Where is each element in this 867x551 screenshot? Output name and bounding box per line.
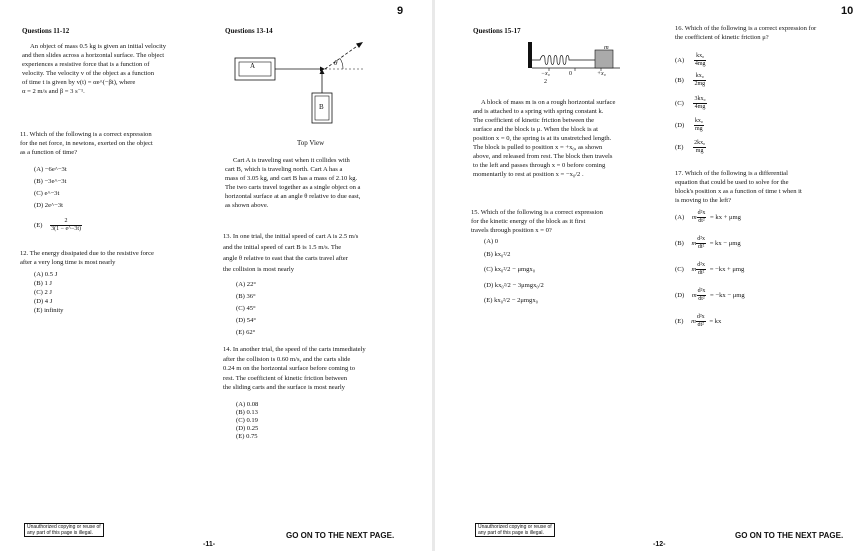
q17-b-deriv xyxy=(696,236,706,251)
q14-option-d[interactable]: (D) 0.25 xyxy=(236,425,259,432)
q17-d-label: (D) xyxy=(675,292,685,300)
q12-option-c[interactable]: (C) 2 J xyxy=(34,289,52,296)
copyright-notice: Unauthorized copying or reuse of any part of this page is illegal. xyxy=(475,523,555,537)
q15-option-c[interactable]: (C) kx₀²/2 − μmgx₀ xyxy=(484,266,536,273)
q14-option-e[interactable]: (E) 0.75 xyxy=(236,433,258,440)
q16-option-c[interactable] xyxy=(675,96,707,111)
q12-option-b[interactable]: (B) 1 J xyxy=(34,280,52,287)
q17-c-label: (C) xyxy=(675,266,684,274)
position-half-denominator: 2 xyxy=(544,79,547,85)
q16-b-den: 2mg xyxy=(694,81,706,87)
q17-c-m: m xyxy=(691,266,697,274)
q16-stem: 16. Which of the following is a correct expression for the coefficient of kinetic friction μ? xyxy=(675,25,817,41)
q17-option-b[interactable] xyxy=(675,236,741,251)
combined-arrowhead xyxy=(356,42,363,48)
q17-b-num: d²x xyxy=(697,236,706,242)
q12-stem: 12. The energy dissipated due to the resistive force after a very long time is most nearly xyxy=(20,250,154,266)
block xyxy=(595,50,613,68)
q16-option-d[interactable] xyxy=(675,118,704,133)
q15-option-d[interactable]: (D) kx₀²/2 − 3μmgx₀/2 xyxy=(484,282,544,289)
q16-e-label: (E) xyxy=(675,144,684,152)
go-on-notice: GO ON TO THE NEXT PAGE. xyxy=(735,531,844,540)
q17-e-label: (E) xyxy=(675,318,684,326)
q17-a-rhs: = kx + μmg xyxy=(710,214,741,222)
position-zero: 0 xyxy=(569,71,572,77)
page-number: 9 xyxy=(397,5,404,17)
q17-e-den: dt² xyxy=(697,322,704,328)
q16-a-num: kx₀ xyxy=(694,53,707,61)
q11-option-a[interactable]: (A) −6e^−3t xyxy=(34,166,67,173)
carts-diagram xyxy=(225,38,425,148)
q14-option-b[interactable]: (B) 0.13 xyxy=(236,409,258,416)
q16-b-num: kx₀ xyxy=(693,73,706,81)
q16-option-a[interactable] xyxy=(675,53,706,68)
mass-label: m xyxy=(604,44,609,51)
q16-c-num: 3kx₀ xyxy=(694,96,706,102)
questions-15-17-heading: Questions 15-17 xyxy=(473,27,521,35)
q17-c-num: d²x xyxy=(697,262,706,268)
q13-option-b[interactable]: (B) 36° xyxy=(236,293,256,300)
q17-option-d[interactable] xyxy=(675,288,745,303)
q11-option-e-label: (E) xyxy=(34,222,43,230)
q16-a-fraction xyxy=(694,53,707,68)
page-number: 10 xyxy=(841,5,854,17)
q16-c-fraction xyxy=(693,96,706,111)
q17-a-m: m xyxy=(691,214,697,222)
q11-option-e-fraction xyxy=(50,218,82,233)
top-view-caption: Top View xyxy=(297,139,325,147)
q11-option-b[interactable]: (B) −3e^−3t xyxy=(34,178,67,185)
q16-e-num: 2kx₀ xyxy=(694,140,706,146)
q17-b-m: m xyxy=(691,240,697,248)
theta-label: θ xyxy=(334,59,338,67)
q17-b-rhs: = kx − μmg xyxy=(709,240,741,248)
q15-17-intro: A block of mass m is on a rough horizontal surface and is attached to a spring with spring constant k. The coefficient of kinetic friction between the surface and the block is μ. When the block is at position x = 0, the spring is at its unstretched length. The block is pulled to position x = +x₀, as shown above, and released from rest. The block then travels to the left and passes through x = 0 before coming momentarily to rest at position x = −x₀/2 . xyxy=(473,99,616,178)
q11-option-c[interactable]: (C) e^−3t xyxy=(34,190,60,197)
q17-e-rhs: = kx xyxy=(709,318,722,326)
q17-d-den: dt² xyxy=(698,296,705,302)
footer-page-number: -11- xyxy=(203,541,216,548)
q17-d-deriv xyxy=(697,288,707,303)
q11-e-numerator: 2 xyxy=(50,218,82,226)
spring-block-diagram xyxy=(520,38,670,88)
q16-c-label: (C) xyxy=(675,100,684,108)
q15-option-e[interactable]: (E) kx₀²/2 − 2μmgx₀ xyxy=(484,297,538,304)
q15-option-a[interactable]: (A) 0 xyxy=(484,238,499,245)
q16-d-den: mg xyxy=(695,126,703,132)
theta-arc xyxy=(340,59,343,70)
footer-page-number: -12- xyxy=(653,541,666,548)
q17-b-label: (B) xyxy=(675,240,684,248)
q17-d-m: m xyxy=(691,292,697,300)
q17-option-c[interactable] xyxy=(675,262,744,277)
q14-stem: 14. In another trial, the speed of the carts immediately after the collision is 0.60 m/s, and the carts slide 0.24 m on the horizontal surface before coming to rest. The coefficient of kinetic friction between the sliding carts and the surface is most nearly xyxy=(223,346,366,391)
q16-d-num: kx₀ xyxy=(694,118,703,124)
q17-e-deriv xyxy=(696,314,706,329)
cart-b-label: B xyxy=(319,103,324,111)
q16-option-b[interactable] xyxy=(675,73,706,88)
q14-option-c[interactable]: (C) 0.19 xyxy=(236,417,258,424)
q17-option-a[interactable] xyxy=(675,210,741,225)
questions-13-14-heading: Questions 13-14 xyxy=(225,27,273,35)
q17-stem: 17. Which of the following is a differential equation that could be used to solve for the block's position x as a function of time t when it is moving to the left? xyxy=(675,170,802,204)
spring xyxy=(532,56,595,65)
q15-option-b[interactable]: (B) kx₀²/2 xyxy=(484,251,511,258)
q16-c-den: 4mg xyxy=(694,104,706,110)
right-page xyxy=(435,0,867,551)
q17-option-e[interactable] xyxy=(675,314,721,329)
q12-option-e[interactable]: (E) infinity xyxy=(34,307,64,314)
q17-c-deriv xyxy=(696,262,706,277)
q17-e-m: m xyxy=(691,318,696,326)
q17-a-num: d²x xyxy=(697,210,706,216)
q16-a-label: (A) xyxy=(675,57,685,65)
q13-stem: 13. In one trial, the initial speed of cart A is 2.5 m/s and the initial speed of cart B is 1.5 m/s. The angle θ relative to east that the carts travel after the collision is most nearly xyxy=(223,233,359,273)
q17-d-num: d²x xyxy=(697,288,706,294)
left-page xyxy=(0,0,432,551)
q11-12-intro: An object of mass 0.5 kg is given an initial velocity and then slides across a horizontal surface. The object experiences a resistive force that is a function of velocity. The velocity v of the object as a function of time t is given by v(t) = αe^(−βt), where α = 2 m/s and β = 3 s⁻¹. xyxy=(22,43,167,95)
q17-a-label: (A) xyxy=(675,214,685,222)
q17-e-num: d²x xyxy=(696,314,705,320)
q17-a-den: dt² xyxy=(698,218,705,224)
wall xyxy=(528,42,532,68)
q11-option-d[interactable]: (D) 2e^−3t xyxy=(34,202,63,209)
q16-e-fraction xyxy=(693,140,706,155)
q12-option-a[interactable]: (A) 0.5 J xyxy=(34,271,58,278)
questions-11-12-heading: Questions 11-12 xyxy=(22,27,70,35)
q13-option-d[interactable]: (D) 54° xyxy=(236,317,257,324)
q16-b-fraction xyxy=(693,73,706,88)
position-neg-x0: −x₀ xyxy=(541,71,550,77)
q13-option-c[interactable]: (C) 45° xyxy=(236,305,256,312)
q17-b-den: dt² xyxy=(697,244,705,250)
q16-option-e[interactable] xyxy=(675,140,706,155)
q17-a-deriv xyxy=(697,210,707,225)
q16-d-label: (D) xyxy=(675,122,685,130)
q13-option-e[interactable]: (E) 62° xyxy=(236,329,256,336)
copyright-notice: Unauthorized copying or reuse of any part of this page is illegal. xyxy=(24,523,104,537)
q13-option-a[interactable]: (A) 22° xyxy=(236,281,257,288)
q15-stem: 15. Which of the following is a correct expression for the kinetic energy of the block as it first travels through position x = 0? xyxy=(471,209,603,234)
q17-d-rhs: = −kx − μmg xyxy=(710,292,745,300)
q16-a-den: 4mg xyxy=(694,61,706,67)
q17-c-den: dt² xyxy=(697,270,705,276)
q16-d-fraction xyxy=(694,118,704,133)
q14-option-a[interactable]: (A) 0.08 xyxy=(236,401,259,408)
q13-14-intro: Cart A is traveling east when it collides with cart B, which is traveling north. Cart A has a mass of 3.05 kg, and cart B has a mass of 2.10 kg. The two carts travel together as a single object on a horizontal surface at an angle θ relative to due east, as shown above. xyxy=(225,157,361,209)
position-pos-x0: +x₀ xyxy=(597,71,606,77)
q17-c-rhs: = −kx + μmg xyxy=(709,266,745,274)
q11-option-e[interactable] xyxy=(34,218,82,233)
q16-b-label: (B) xyxy=(675,77,684,85)
q11-e-denominator: 3(1 − e^−3t) xyxy=(51,226,81,232)
q16-e-den: mg xyxy=(695,148,704,154)
q11-stem: 11. Which of the following is a correct expression for the net force, in newtons, exerted on the object as a function of time? xyxy=(20,131,153,156)
cart-a-label: A xyxy=(250,62,256,70)
go-on-notice: GO ON TO THE NEXT PAGE. xyxy=(286,531,395,540)
q12-option-d[interactable]: (D) 4 J xyxy=(34,298,53,305)
